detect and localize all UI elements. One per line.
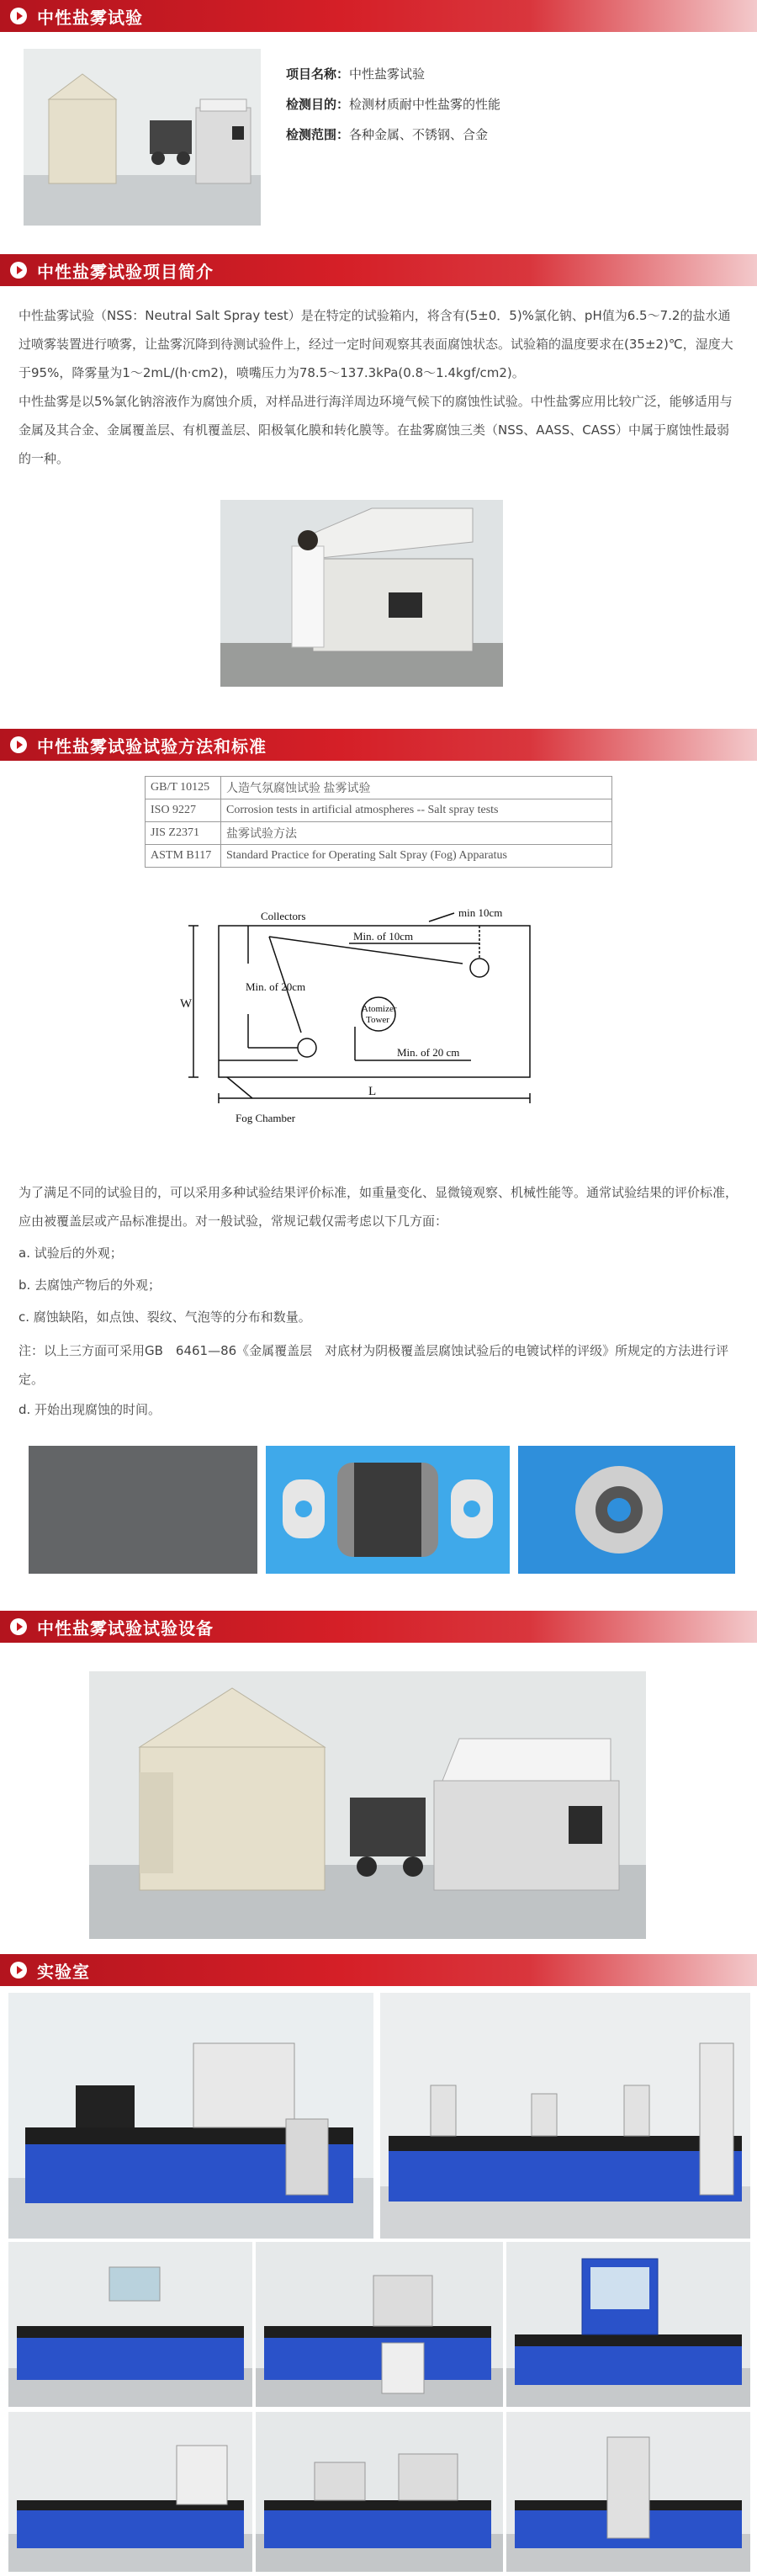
evaluation-list <box>19 1237 742 1333</box>
label-collectors: Collectors <box>261 910 306 922</box>
section-title: 中性盐雾试验试验设备 <box>37 1617 214 1639</box>
section-title: 中性盐雾试验 <box>37 7 143 28</box>
standard-title: Corrosion tests in artificial atmospheres -- Salt spray tests <box>221 799 612 822</box>
method-paragraph: 为了满足不同的试验目的，可以采用多种试验结果评价标准，如重量变化、显微镜观察、机械性能等。通常试验结果的评价标准，应由被覆盖层或产品标准提出。对一般试验，常规记载仅需考虑以下几方面： <box>19 1185 738 1229</box>
intro-paragraph-1: 中性盐雾试验（NSS：Neutral Salt Spray test）是在特定的试验箱内，将含有(5±0．5)%氯化钠、pH值为6.5～7.2的盐水通过喷雾装置进行喷雾，让盐雾沉降到待测试验件上，经过一定时间观察其表面腐蚀状态。试验箱的温度要求在(35±2)℃，湿度大于95%，降雾量为1～2mL/(h·cm2)，喷嘴压力为78.5～137.3kPa(0.8～1.4kgf/cm2)。 <box>19 308 733 380</box>
collector-circle <box>470 959 489 977</box>
chamber-outline <box>219 926 530 1077</box>
table-row <box>146 777 612 799</box>
list-item: c. 腐蚀缺陷，如点蚀、裂纹、气泡等的分布和数量。 <box>19 1309 311 1325</box>
lab-photo-instruments <box>256 2242 503 2407</box>
lab-photo-workbench <box>8 2242 252 2407</box>
standard-code: ASTM B117 <box>146 845 221 868</box>
technician-operating-chamber-photo <box>220 500 503 687</box>
value-test-scope: 各种金属、不锈钢、合金 <box>349 127 489 142</box>
standard-title: Standard Practice for Operating Salt Spray (Fog) Apparatus <box>221 845 612 868</box>
section-title: 中性盐雾试验试验方法和标准 <box>37 736 267 757</box>
lab-photo-bench-row <box>8 2412 252 2572</box>
method-note: 注：以上三方面可采用GB 6461—86《金属覆盖层 对底材为阴极覆盖层腐蚀试验后的电镀试样的评级》所规定的方法进行评定。 <box>19 1343 729 1387</box>
standard-code: ISO 9227 <box>146 799 221 822</box>
label-tower: Tower <box>366 1015 389 1025</box>
standard-title: 人造气氛腐蚀试验 盐雾试验 <box>221 777 612 799</box>
value-test-goal: 检测材质耐中性盐雾的性能 <box>349 97 501 112</box>
overview-info <box>286 59 500 150</box>
play-circle-icon <box>10 736 27 753</box>
collector-circle <box>298 1038 316 1057</box>
corroded-plate-photo <box>29 1446 257 1574</box>
table-row <box>146 799 612 822</box>
play-circle-icon <box>10 262 27 279</box>
section-header-intro <box>0 254 757 286</box>
label-min-10cm: Min. of 10cm <box>353 930 414 943</box>
lab-photo-fume-hood <box>506 2242 750 2407</box>
section-header-equipment <box>0 1611 757 1643</box>
play-circle-icon <box>10 1618 27 1635</box>
standard-code: JIS Z2371 <box>146 822 221 845</box>
list-item: a. 试验后的外观； <box>19 1246 123 1261</box>
atomizer-tower-circle <box>362 997 395 1031</box>
label-min-20cm-bottom: Min. of 20 cm <box>397 1046 460 1059</box>
evaluation-list-d <box>19 1394 742 1426</box>
label-fog-chamber: Fog Chamber <box>236 1112 296 1124</box>
label-l: L <box>368 1085 377 1098</box>
play-circle-icon <box>10 1962 27 1978</box>
table-row <box>146 822 612 845</box>
section-header-laboratory <box>0 1954 757 1986</box>
section-header-methods <box>0 729 757 761</box>
play-circle-icon <box>10 8 27 24</box>
standards-table <box>145 776 612 868</box>
bearing-ring-photo <box>518 1446 735 1574</box>
lab-photo-spectrometer <box>8 1993 373 2239</box>
standard-title: 盐雾试验方法 <box>221 822 612 845</box>
lab-photo-hardness-testers <box>380 1993 750 2239</box>
table-row <box>146 845 612 868</box>
label-test-scope: 检测范围： <box>286 127 350 142</box>
label-atomizer: Atomizer <box>362 1004 397 1014</box>
standard-code: GB/T 10125 <box>146 777 221 799</box>
section-header-overview <box>0 0 757 32</box>
fog-chamber-layout-diagram <box>177 896 580 1128</box>
value-project-name: 中性盐雾试验 <box>349 66 426 82</box>
label-project-name: 项目名称： <box>286 66 350 82</box>
lab-photo-cabinets <box>506 2412 750 2572</box>
label-test-goal: 检测目的： <box>286 97 350 112</box>
label-min-20cm: Min. of 20cm <box>246 980 306 993</box>
list-item: b. 去腐蚀产物后的外观； <box>19 1277 161 1293</box>
salt-spray-equipment-photo <box>89 1671 646 1939</box>
label-min-10cm-top: min 10cm <box>458 906 503 919</box>
section-title: 实验室 <box>37 1961 90 1982</box>
lab-photo-analyzers <box>256 2412 503 2572</box>
section-title: 中性盐雾试验项目简介 <box>37 261 214 282</box>
list-item: d. 开始出现腐蚀的时间。 <box>19 1402 161 1417</box>
salt-spray-chamber-photo <box>24 49 261 226</box>
intro-paragraph-2: 中性盐雾是以5%氯化钠溶液作为腐蚀介质，对样品进行海洋周边环境气候下的腐蚀性试验。中性盐雾应用比较广泛，能够适用与金属及其合金、金属覆盖层、有机覆盖层、阳极氧化膜和转化膜等。在盐雾腐蚀三类（NSS、AASS、CASS）中属于腐蚀性最弱的一种。 <box>19 394 733 466</box>
label-w: W <box>180 997 193 1011</box>
bushing-sample-photo <box>266 1446 510 1574</box>
